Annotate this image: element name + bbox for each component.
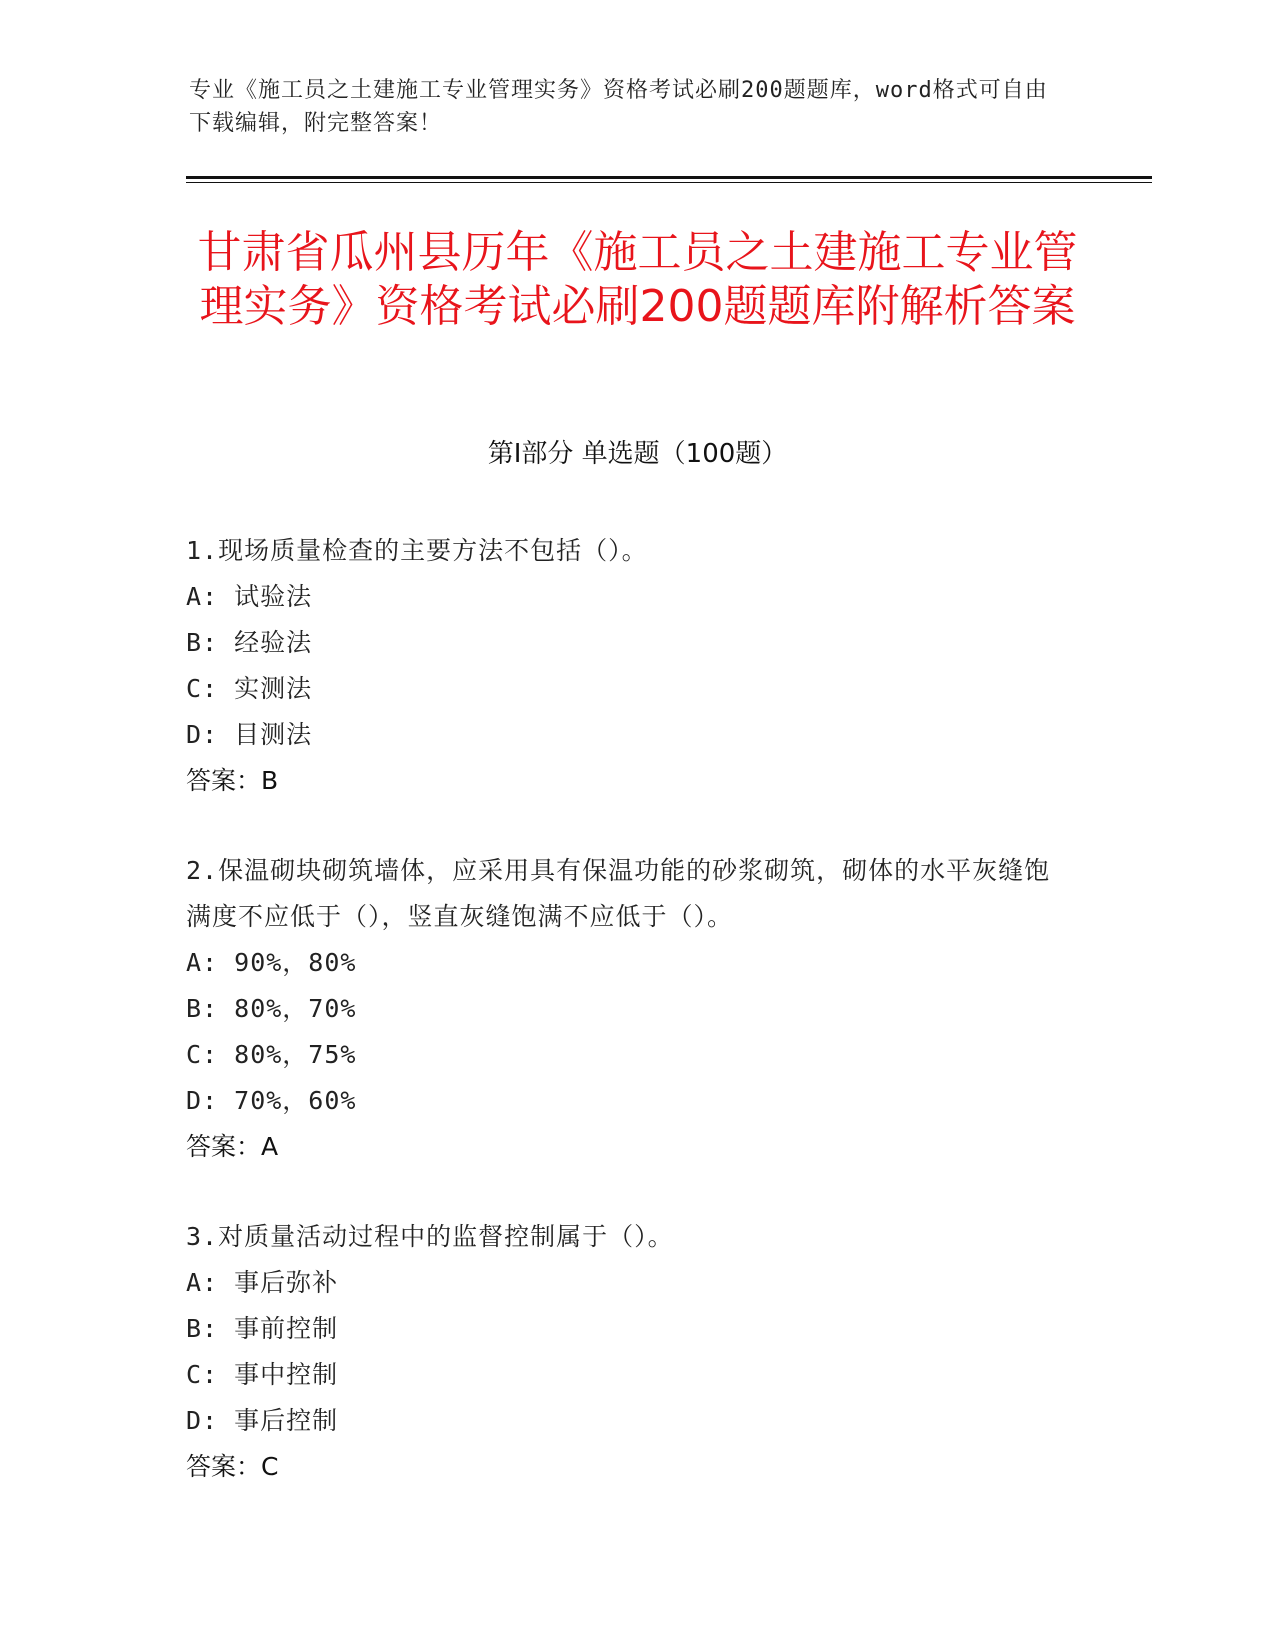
option-b: B: 事前控制 xyxy=(186,1314,339,1343)
question-stem: 2.保温砌块砌筑墙体，应采用具有保温功能的砂浆砌筑，砌体的水平灰缝饱满度不应低于（），竖直灰缝饱满不应低于（）。 xyxy=(186,856,1051,931)
option-d: D: 目测法 xyxy=(186,720,313,749)
option-d: D: 70%，60% xyxy=(186,1086,357,1115)
option-d: D: 事后控制 xyxy=(186,1406,339,1435)
question-spacer xyxy=(186,804,1066,848)
question-stem: 3.对质量活动过程中的监督控制属于（）。 xyxy=(186,1222,674,1251)
option-c: C: 实测法 xyxy=(186,674,313,703)
answer-line: 答案：A xyxy=(186,1132,279,1161)
answer-line: 答案：C xyxy=(186,1452,279,1481)
question-list xyxy=(186,528,1066,1490)
option-c: C: 事中控制 xyxy=(186,1360,339,1389)
question-spacer xyxy=(186,1170,1066,1214)
question-2 xyxy=(186,848,1066,1170)
section-title: 第I部分 单选题（100题） xyxy=(487,439,788,469)
option-a: A: 事后弥补 xyxy=(186,1268,339,1297)
header-divider-thick xyxy=(186,176,1152,179)
document-title: 甘肃省瓜州县历年《施工员之土建施工专业管理实务》资格考试必刷200题题库附解析答案 xyxy=(197,227,1078,332)
option-a: A: 试验法 xyxy=(186,582,313,611)
header-note: 专业《施工员之土建施工专业管理实务》资格考试必刷200题题库，word格式可自由下载编辑，附完整答案！ xyxy=(189,78,1048,136)
question-stem: 1.现场质量检查的主要方法不包括（）。 xyxy=(186,536,648,565)
option-c: C: 80%，75% xyxy=(186,1040,357,1069)
option-a: A: 90%，80% xyxy=(186,948,357,977)
option-b: B: 80%，70% xyxy=(186,994,357,1023)
option-b: B: 经验法 xyxy=(186,628,313,657)
question-3 xyxy=(186,1214,1066,1490)
question-1 xyxy=(186,528,1066,804)
answer-line: 答案：B xyxy=(186,766,279,795)
header-divider-thin xyxy=(186,182,1152,183)
